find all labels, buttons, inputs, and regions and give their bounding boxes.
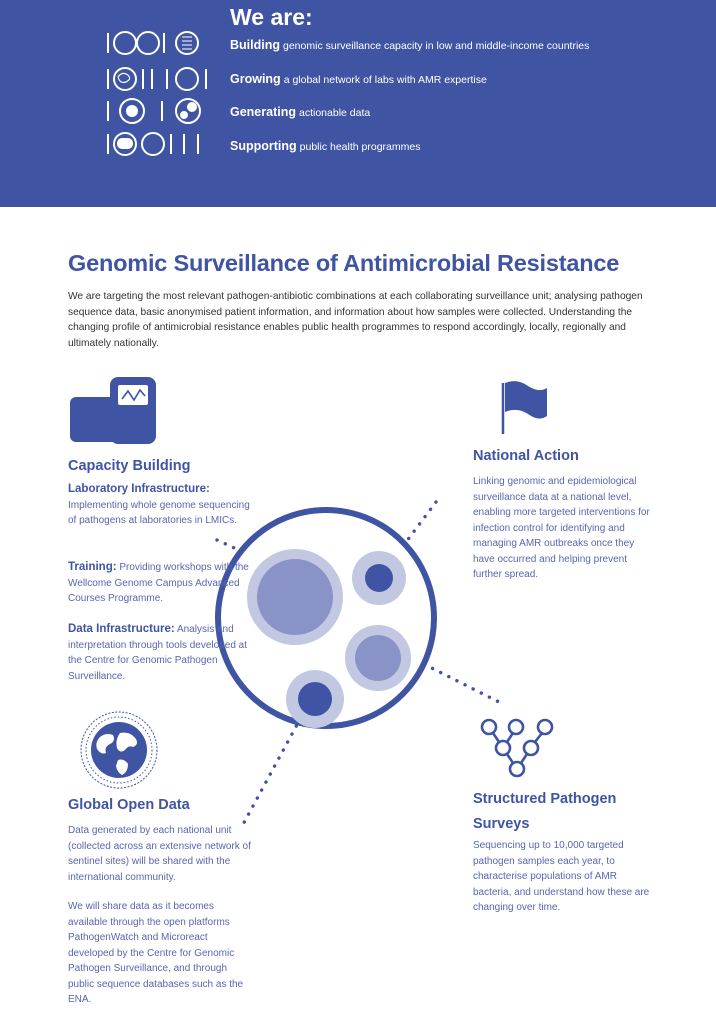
- hero-item-text: genomic surveillance capacity in low and middle-income countries: [283, 40, 590, 52]
- hero-title: We are:: [230, 4, 313, 30]
- hero-banner: [0, 0, 716, 207]
- hero-list: [230, 38, 589, 172]
- training-label: Training:: [68, 561, 117, 573]
- data-infrastructure-block: [68, 622, 248, 684]
- hero-item-text: a global network of labs with AMR expertise: [283, 73, 487, 86]
- hero-item: [230, 105, 589, 139]
- hero-item-text: public health programmes: [299, 140, 421, 153]
- global-open-data-text-1: Data generated by each national unit (collected across an extensive network of sentinel sites) will be shared with the international community.: [68, 825, 251, 883]
- data-infrastructure-text: Analysis and interpretation through tools developed at the Centre for Genomic Pathogen Surveillance.: [68, 624, 248, 682]
- hero-item: [230, 72, 589, 106]
- page-title: Genomic Surveillance of Antimicrobial Resistance: [68, 250, 620, 276]
- global-open-data-heading: Global Open Data: [68, 797, 190, 813]
- lab-infrastructure-text: Implementing whole genome sequencing of pathogens at laboratories in LMICs.: [68, 499, 250, 526]
- petri-dish-grid-icon: [104, 29, 214, 163]
- hero-item-bold: Building: [230, 38, 280, 52]
- flag-icon: [503, 381, 547, 434]
- hero-item-bold: Growing: [230, 71, 281, 86]
- training-block: [68, 560, 268, 607]
- petri-dish-icon: [218, 510, 434, 728]
- global-open-data-text-2: We will share data as it becomes available through the open platforms PathogenWatch and Microreact developed by the Centre for Genomic Pathogen Surveillance, and through public sequence databases such as the ENA.: [68, 901, 244, 1005]
- tree-network-icon: [482, 720, 552, 776]
- intro-paragraph: We are targeting the most relevant pathogen-antibiotic combinations at each collaborating surveillance unit; analysing pathogen sequence data, basic anonymised patient information, and information about how samples were collected. Understanding the changing profile of antimicrobial resistance enables public health programmes to respond accordingly, locally, regionally and ultimately nationally.: [68, 291, 643, 349]
- hero-item: [230, 38, 589, 72]
- hero-item-bold: Supporting: [230, 138, 297, 153]
- lab-infrastructure-label: Laboratory Infrastructure:: [68, 483, 210, 495]
- national-action-text: Linking genomic and epidemiological surveillance data at a national level, enabling more targeted interventions for infection control for identifying and managing AMR outbreaks once they have occurred and helping prevent further spread.: [473, 476, 650, 580]
- hero-item-text: actionable data: [299, 107, 371, 119]
- lab-infrastructure-block: [68, 482, 253, 529]
- national-action-heading: National Action: [473, 448, 579, 464]
- globe-icon: [81, 712, 157, 788]
- structured-surveys-heading: Structured Pathogen Surveys: [473, 791, 617, 832]
- sequencer-device-icon: [70, 377, 156, 444]
- hero-item: [230, 139, 589, 173]
- capacity-building-heading: Capacity Building: [68, 458, 191, 474]
- hero-item-bold: Generating: [230, 105, 296, 119]
- structured-surveys-text: Sequencing up to 10,000 targeted pathogen samples each year, to characterise populations of AMR bacteria, and understand how these are changing over time.: [473, 840, 650, 913]
- training-text: Providing workshops with the Wellcome Genome Campus Advanced Courses Programme.: [68, 562, 249, 604]
- data-infrastructure-label: Data Infrastructure:: [68, 623, 175, 635]
